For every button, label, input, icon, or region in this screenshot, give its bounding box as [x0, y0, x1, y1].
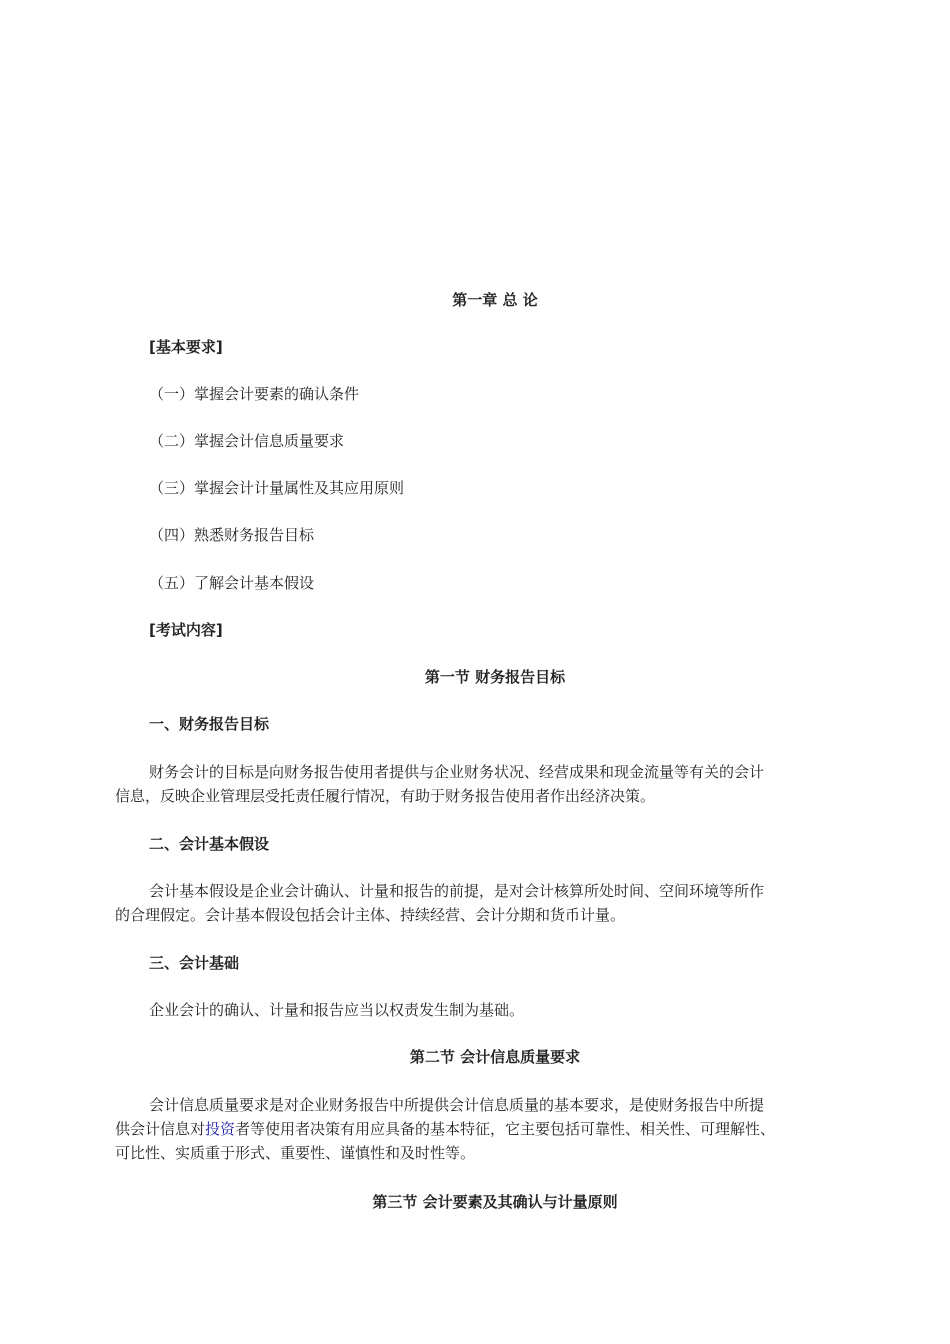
paragraph-line: 的合理假定。会计基本假设包括会计主体、持续经营、会计分期和货币计量。	[115, 906, 626, 924]
paragraph-line: 可比性、实质重于形式、重要性、谨慎性和及时性等。	[115, 1144, 476, 1162]
section1-sub1-paragraph	[115, 760, 850, 808]
investment-link[interactable]: 投资	[205, 1120, 236, 1138]
requirement-item: （三）掌握会计计量属性及其应用原则	[149, 479, 405, 497]
requirement-item: （四）熟悉财务报告目标	[149, 526, 315, 544]
section1-title: 第一节 财务报告目标	[424, 668, 566, 686]
section3-title: 第三节 会计要素及其确认与计量原则	[372, 1193, 618, 1211]
section1-sub1-heading: 一、财务报告目标	[149, 715, 270, 733]
basic-requirements-heading: [基本要求]	[149, 338, 223, 356]
text-segment: 者等使用者决策有用应具备的基本特征，它主要包括可靠性、相关性、可理解性、	[235, 1120, 776, 1138]
text-segment: 供会计信息对	[115, 1120, 206, 1138]
exam-content-heading: [考试内容]	[149, 621, 223, 639]
section1-sub2-heading: 二、会计基本假设	[149, 835, 270, 853]
requirement-item: （一）掌握会计要素的确认条件	[149, 385, 360, 403]
section1-sub2-paragraph	[115, 879, 850, 927]
requirement-item: （二）掌握会计信息质量要求	[149, 432, 345, 450]
section2-title: 第二节 会计信息质量要求	[409, 1048, 581, 1066]
section1-sub3-paragraph: 企业会计的确认、计量和报告应当以权责发生制为基础。	[149, 1001, 525, 1019]
section2-paragraph	[115, 1093, 850, 1165]
paragraph-line: 财务会计的目标是向财务报告使用者提供与企业财务状况、经营成果和现金流量等有关的会计	[149, 763, 765, 781]
paragraph-line: 会计信息质量要求是对企业财务报告中所提供会计信息质量的基本要求，是使财务报告中所提	[149, 1096, 765, 1114]
chapter-title: 第一章 总 论	[452, 291, 538, 309]
section1-sub3-heading: 三、会计基础	[149, 954, 240, 972]
paragraph-line	[115, 1117, 850, 1141]
requirement-item: （五）了解会计基本假设	[149, 574, 315, 592]
paragraph-line: 信息，反映企业管理层受托责任履行情况，有助于财务报告使用者作出经济决策。	[115, 787, 656, 805]
paragraph-line: 会计基本假设是企业会计确认、计量和报告的前提，是对会计核算所处时间、空间环境等所作	[149, 882, 765, 900]
